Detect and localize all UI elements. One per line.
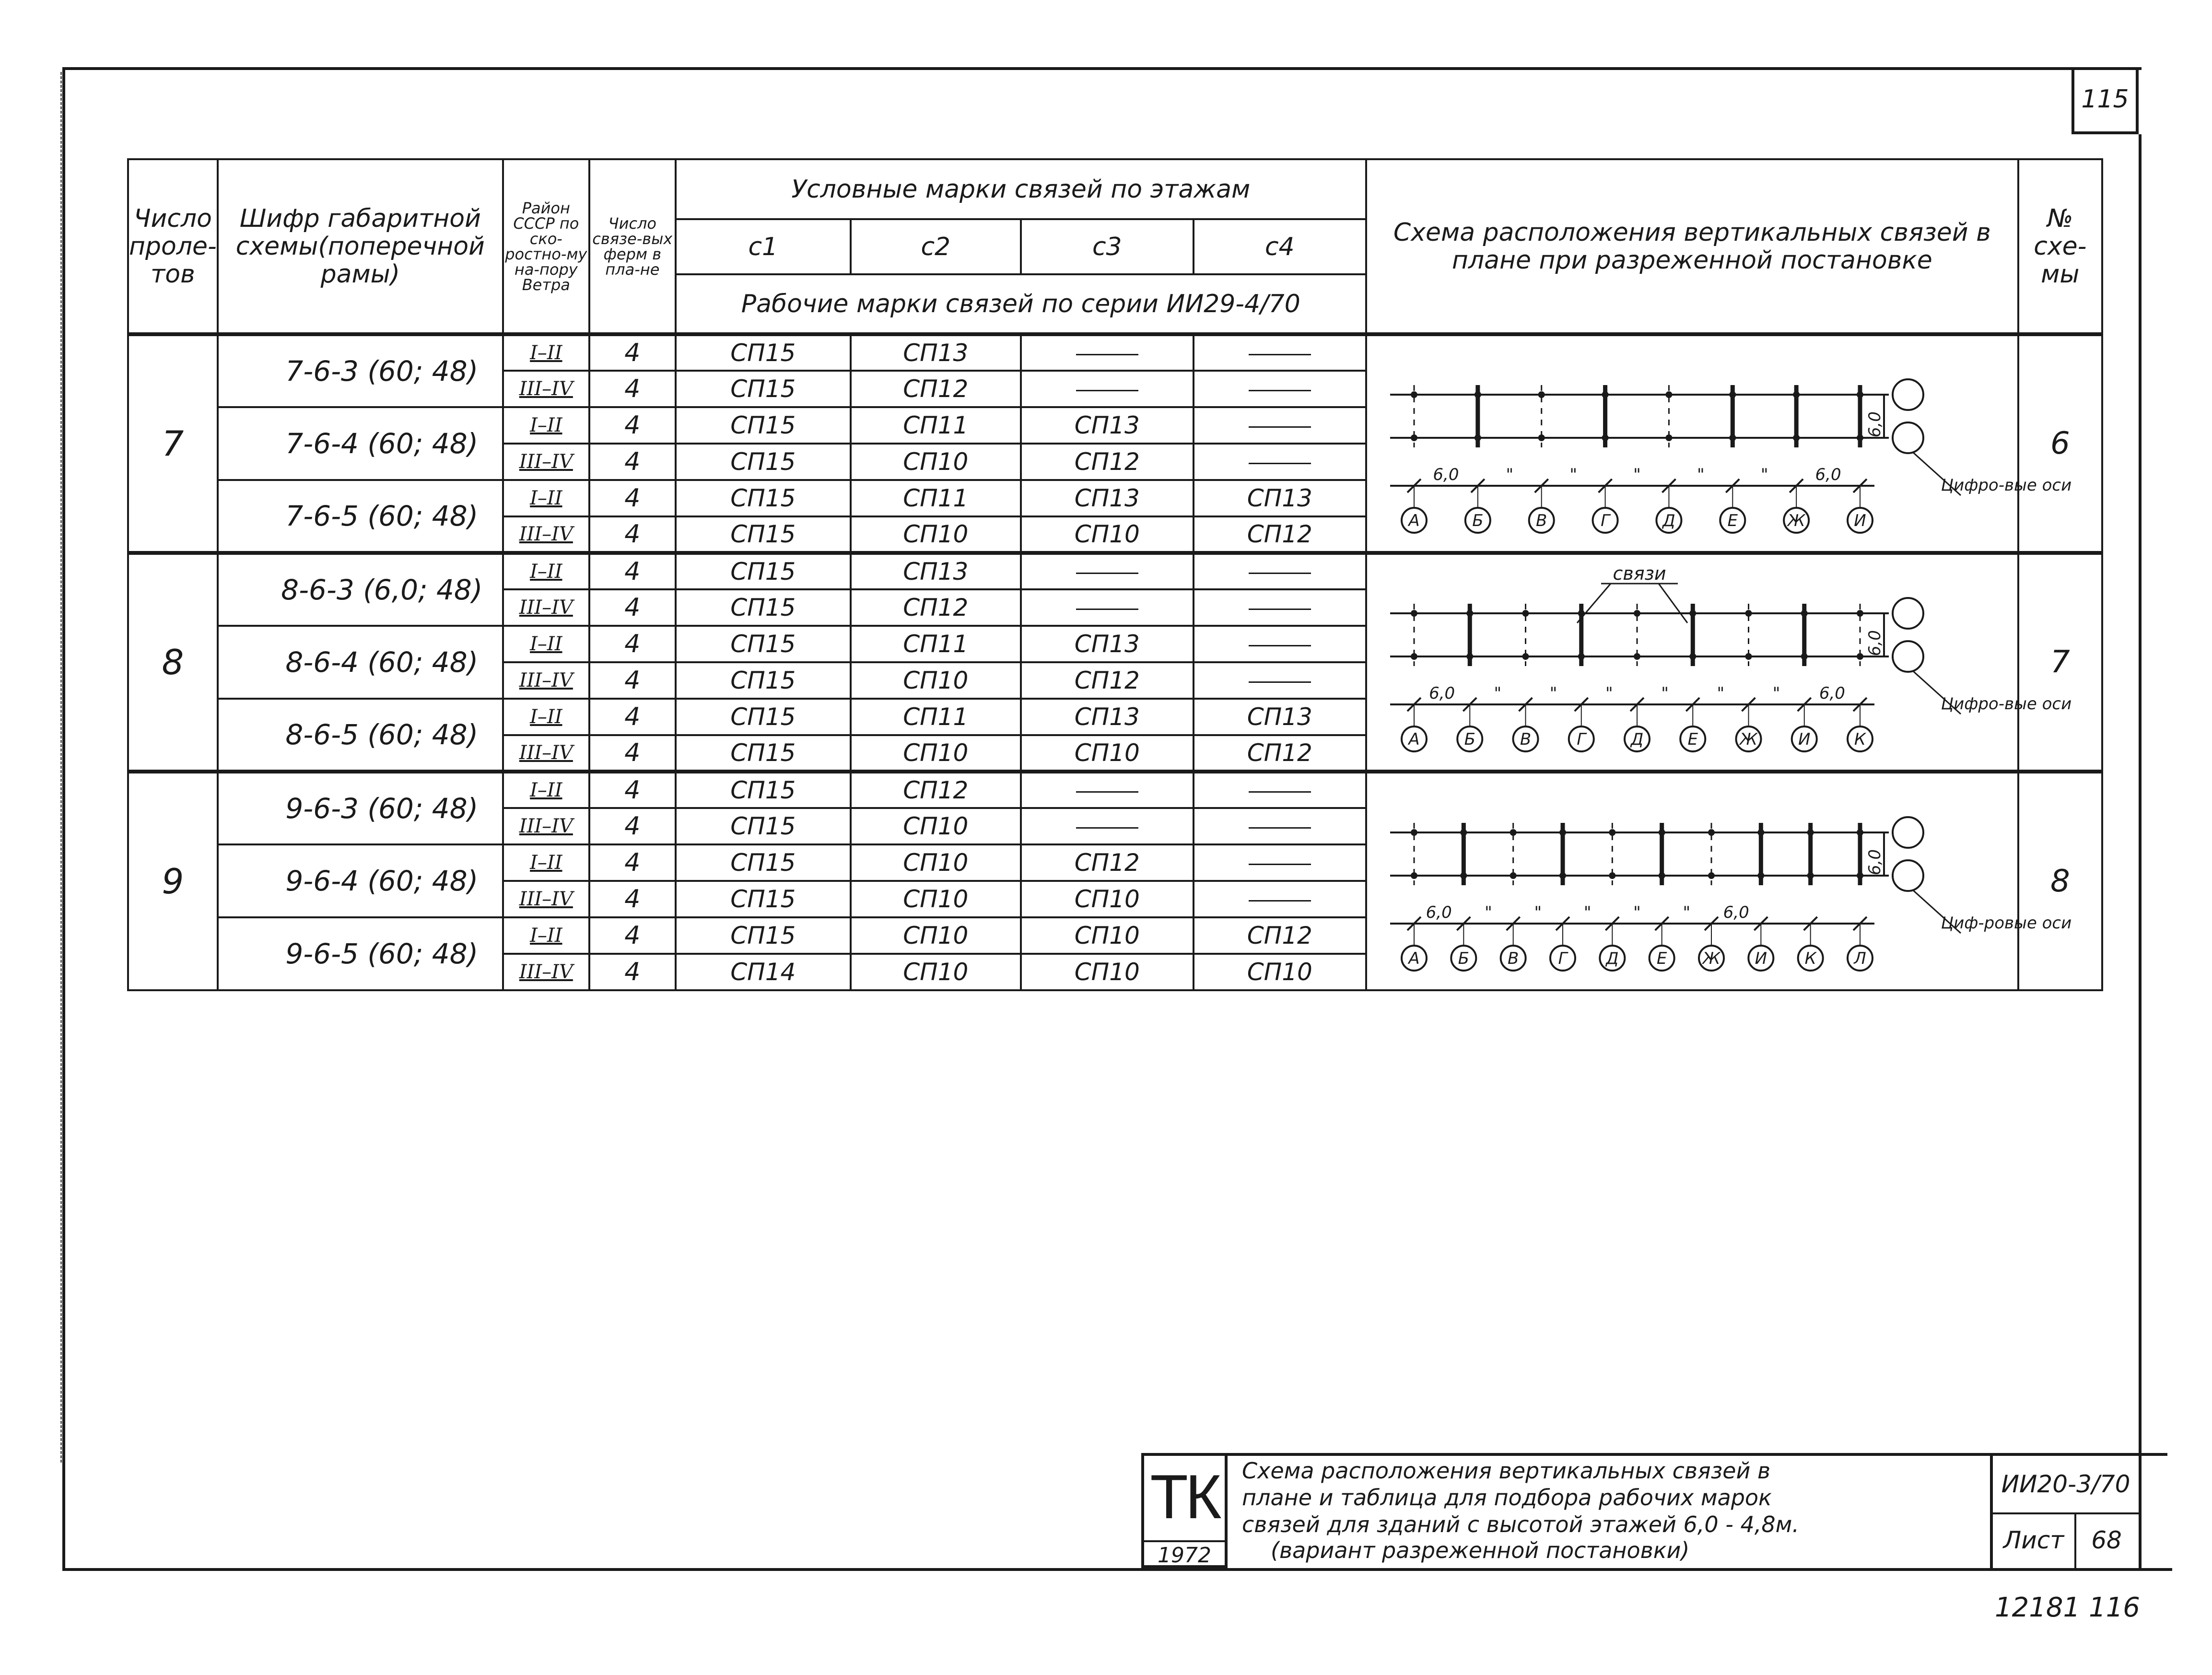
node-dot xyxy=(1665,434,1672,441)
axis-label: Б xyxy=(1472,511,1484,530)
mark-c2-cell: СП10 xyxy=(851,516,1021,553)
node-dot xyxy=(1466,610,1473,617)
mark-c1-cell: СП15 xyxy=(676,589,851,626)
wind-region-cell: I–II xyxy=(503,844,589,881)
node-dot xyxy=(1757,872,1764,879)
mark-c4-cell: СП12 xyxy=(1194,917,1366,954)
node-dot xyxy=(1609,872,1615,879)
empty-dash xyxy=(1249,354,1311,355)
mark-c2-cell: СП12 xyxy=(851,589,1021,626)
mark-c2-cell: СП11 xyxy=(851,626,1021,662)
footer-number: 12181 116 xyxy=(1995,1592,2140,1623)
axis-label: В xyxy=(1535,511,1547,530)
mark-c2-cell: СП11 xyxy=(851,407,1021,444)
mark-c4-cell: СП13 xyxy=(1194,699,1366,735)
mark-c4-cell: СП12 xyxy=(1194,735,1366,772)
frame-code-cell: 7-6-4 (60; 48) xyxy=(218,407,503,480)
truss-count-cell: 4 xyxy=(589,772,676,808)
side-dimension-label: 6,0 xyxy=(1865,849,1884,876)
row-axis-bubble xyxy=(1893,598,1923,629)
truss-count-cell: 4 xyxy=(589,407,676,444)
mark-c3-cell xyxy=(1021,808,1194,844)
header-c4: с4 xyxy=(1194,219,1366,274)
axis-label: И xyxy=(1755,949,1767,968)
truss-count-cell: 4 xyxy=(589,516,676,553)
node-dot xyxy=(1807,829,1814,836)
node-dot xyxy=(1745,610,1752,617)
dimension-label: " xyxy=(1633,465,1641,484)
mark-c4-cell: СП13 xyxy=(1194,480,1366,516)
node-dot xyxy=(1689,653,1696,660)
bracing-plan-diagram xyxy=(1371,556,2072,767)
wind-region-cell: I–II xyxy=(503,772,589,808)
header-working-marks: Рабочие марки связей по серии ИИ29-4/70 xyxy=(676,274,1366,334)
mark-c4-cell xyxy=(1194,881,1366,917)
node-dot xyxy=(1510,829,1516,836)
mark-c4-cell xyxy=(1194,662,1366,699)
axis-label: Г xyxy=(1577,730,1586,749)
mark-c1-cell: СП15 xyxy=(676,407,851,444)
mark-c4-cell xyxy=(1194,808,1366,844)
tk-logo: ТК xyxy=(1150,1462,1219,1532)
spans-cell: 9 xyxy=(128,772,218,990)
row-axis-bubble xyxy=(1893,422,1923,453)
table-row xyxy=(128,772,2102,808)
mark-c1-cell: СП15 xyxy=(676,808,851,844)
truss-count-cell: 4 xyxy=(589,844,676,881)
mark-c3-cell xyxy=(1021,371,1194,407)
truss-count-cell: 4 xyxy=(589,334,676,371)
truss-count-cell: 4 xyxy=(589,444,676,480)
node-dot xyxy=(1857,391,1863,398)
truss-count-cell: 4 xyxy=(589,735,676,772)
axis-label: Г xyxy=(1558,949,1568,968)
mark-c3-cell: СП10 xyxy=(1021,881,1194,917)
node-dot xyxy=(1634,653,1640,660)
empty-dash xyxy=(1249,900,1311,902)
title-block-tk xyxy=(1141,1453,1228,1568)
frame-code-cell: 8-6-4 (60; 48) xyxy=(218,626,503,699)
row-axis-bubble xyxy=(1893,379,1923,410)
header-code: Шифр габаритной схемы(поперечной рамы) xyxy=(218,159,503,334)
numeric-axes-note: Цифро-вые оси xyxy=(1941,476,2072,495)
mark-c4-cell xyxy=(1194,589,1366,626)
mark-c4-cell xyxy=(1194,553,1366,589)
side-dimension-label: 6,0 xyxy=(1865,411,1884,438)
mark-c3-cell xyxy=(1021,553,1194,589)
mark-c3-cell xyxy=(1021,334,1194,371)
mark-c1-cell: СП15 xyxy=(676,699,851,735)
node-dot xyxy=(1658,829,1665,836)
scheme-number-cell: 8 xyxy=(2018,772,2102,990)
mark-c1-cell: СП15 xyxy=(676,917,851,954)
dimension-label: " xyxy=(1583,903,1592,922)
dimension-label: " xyxy=(1633,903,1641,922)
dimension-label: " xyxy=(1484,903,1492,922)
empty-dash xyxy=(1076,609,1138,610)
page-number-top: 115 xyxy=(2072,67,2139,134)
title-block xyxy=(1141,1453,2139,1568)
mark-c3-cell: СП12 xyxy=(1021,662,1194,699)
truss-count-cell: 4 xyxy=(589,626,676,662)
mark-c1-cell: СП15 xyxy=(676,516,851,553)
node-dot xyxy=(1602,434,1608,441)
mark-c2-cell: СП10 xyxy=(851,662,1021,699)
node-dot xyxy=(1609,829,1615,836)
empty-dash xyxy=(1249,827,1311,829)
node-dot xyxy=(1559,872,1566,879)
node-dot xyxy=(1522,610,1529,617)
axis-label: В xyxy=(1520,730,1531,749)
header-spans: Число проле-тов xyxy=(128,159,218,334)
mark-c4-cell xyxy=(1194,844,1366,881)
empty-dash xyxy=(1076,827,1138,829)
mark-c2-cell: СП10 xyxy=(851,844,1021,881)
node-dot xyxy=(1689,610,1696,617)
wind-region-cell: III–IV xyxy=(503,735,589,772)
node-dot xyxy=(1729,434,1736,441)
mark-c1-cell: СП15 xyxy=(676,626,851,662)
node-dot xyxy=(1634,610,1640,617)
mark-c1-cell: СП15 xyxy=(676,881,851,917)
axis-label: И xyxy=(1854,511,1866,530)
dimension-label: " xyxy=(1605,684,1613,703)
mark-c2-cell: СП10 xyxy=(851,881,1021,917)
mark-c3-cell xyxy=(1021,772,1194,808)
wind-region-cell: III–IV xyxy=(503,589,589,626)
mark-c3-cell: СП10 xyxy=(1021,917,1194,954)
axis-label: И xyxy=(1798,730,1811,749)
dimension-label: 6,0 xyxy=(1426,903,1452,922)
wind-region-cell: III–IV xyxy=(503,881,589,917)
node-dot xyxy=(1801,610,1808,617)
empty-dash xyxy=(1249,463,1311,464)
empty-dash xyxy=(1249,864,1311,865)
node-dot xyxy=(1475,434,1481,441)
wind-region-cell: III–IV xyxy=(503,954,589,990)
node-dot xyxy=(1708,829,1715,836)
dimension-label: " xyxy=(1697,465,1705,484)
wind-region-cell: III–IV xyxy=(503,516,589,553)
title-line-2: плане и таблица для подбора рабочих марок xyxy=(1242,1485,1772,1511)
drawing-frame-right xyxy=(2139,134,2142,1568)
wind-region-cell: III–IV xyxy=(503,808,589,844)
dimension-label: 6,0 xyxy=(1819,684,1845,703)
axis-label: Б xyxy=(1464,730,1475,749)
node-dot xyxy=(1857,610,1863,617)
node-dot xyxy=(1578,653,1585,660)
wind-region-cell: I–II xyxy=(503,407,589,444)
node-dot xyxy=(1460,872,1467,879)
node-dot xyxy=(1665,391,1672,398)
mark-c4-cell xyxy=(1194,772,1366,808)
dimension-label: " xyxy=(1549,684,1557,703)
header-region: Район СССР по ско-ростно-му на-пору Ветра xyxy=(503,159,589,334)
truss-count-cell: 4 xyxy=(589,553,676,589)
axis-label: Е xyxy=(1656,949,1667,968)
empty-dash xyxy=(1249,426,1311,428)
mark-c1-cell: СП15 xyxy=(676,772,851,808)
mark-c2-cell: СП10 xyxy=(851,917,1021,954)
node-dot xyxy=(1538,391,1545,398)
truss-count-cell: 4 xyxy=(589,662,676,699)
mark-c4-cell xyxy=(1194,371,1366,407)
node-dot xyxy=(1857,829,1863,836)
dimension-label: 6,0 xyxy=(1433,465,1459,484)
row-axis-bubble xyxy=(1893,860,1923,891)
mark-c3-cell: СП10 xyxy=(1021,735,1194,772)
axis-label: Б xyxy=(1458,949,1469,968)
axis-label: Д xyxy=(1605,949,1619,968)
empty-dash xyxy=(1249,609,1311,610)
mark-c2-cell: СП12 xyxy=(851,772,1021,808)
header-c1: с1 xyxy=(676,219,851,274)
empty-dash xyxy=(1249,681,1311,683)
mark-c4-cell xyxy=(1194,334,1366,371)
wind-region-cell: III–IV xyxy=(503,371,589,407)
truss-count-cell: 4 xyxy=(589,808,676,844)
node-dot xyxy=(1411,610,1417,617)
mark-c2-cell: СП10 xyxy=(851,444,1021,480)
wind-region-cell: III–IV xyxy=(503,662,589,699)
dimension-label: " xyxy=(1717,684,1725,703)
empty-dash xyxy=(1249,791,1311,793)
header-c3: с3 xyxy=(1021,219,1194,274)
axis-label: А xyxy=(1408,730,1420,749)
mark-c3-cell: СП10 xyxy=(1021,516,1194,553)
bracing-label: связи xyxy=(1613,563,1666,584)
frame-code-cell: 9-6-4 (60; 48) xyxy=(218,844,503,917)
frame-code-cell: 9-6-5 (60; 48) xyxy=(218,917,503,990)
truss-count-cell: 4 xyxy=(589,699,676,735)
mark-c1-cell: СП14 xyxy=(676,954,851,990)
header-scheme-no: № схе-мы xyxy=(2018,159,2102,334)
mark-c1-cell: СП15 xyxy=(676,334,851,371)
frame-code-cell: 7-6-5 (60; 48) xyxy=(218,480,503,553)
frame-code-cell: 9-6-3 (60; 48) xyxy=(218,772,503,844)
bracing-table xyxy=(127,158,2103,991)
axis-label: Ж xyxy=(1787,511,1805,530)
header-conditional-marks: Условные марки связей по этажам xyxy=(676,159,1366,219)
axis-label: К xyxy=(1804,949,1816,968)
mark-c3-cell: СП13 xyxy=(1021,626,1194,662)
sheet-number: 68 xyxy=(2091,1526,2122,1554)
node-dot xyxy=(1510,872,1516,879)
frame-code-cell: 8-6-3 (6,0; 48) xyxy=(218,553,503,626)
dimension-label: " xyxy=(1760,465,1768,484)
mark-c4-cell xyxy=(1194,444,1366,480)
sheet-label: Лист xyxy=(1993,1512,2076,1568)
side-dimension-label: 6,0 xyxy=(1865,630,1884,656)
mark-c2-cell: СП11 xyxy=(851,699,1021,735)
title-block-year: 1972 xyxy=(1144,1540,1225,1568)
empty-dash xyxy=(1076,573,1138,574)
truss-count-cell: 4 xyxy=(589,589,676,626)
spans-cell: 7 xyxy=(128,334,218,553)
scheme-number-cell: 7 xyxy=(2018,553,2102,772)
empty-dash xyxy=(1076,791,1138,793)
axis-label: Е xyxy=(1687,730,1698,749)
mark-c3-cell: СП13 xyxy=(1021,480,1194,516)
title-line-3: связей для зданий с высотой этажей 6,0 - 4,8м. xyxy=(1242,1511,1799,1537)
node-dot xyxy=(1745,653,1752,660)
dimension-label: " xyxy=(1494,684,1502,703)
mark-c2-cell: СП13 xyxy=(851,553,1021,589)
wind-region-cell: I–II xyxy=(503,480,589,516)
row-axis-bubble xyxy=(1893,817,1923,848)
empty-dash xyxy=(1076,354,1138,355)
bracing-plan-diagram xyxy=(1371,337,2072,548)
node-dot xyxy=(1857,653,1863,660)
wind-region-cell: I–II xyxy=(503,699,589,735)
table-row xyxy=(128,553,2102,589)
node-dot xyxy=(1411,829,1417,836)
node-dot xyxy=(1460,829,1467,836)
mark-c3-cell: СП12 xyxy=(1021,844,1194,881)
node-dot xyxy=(1602,391,1608,398)
numeric-axes-note: Циф-ровые оси xyxy=(1941,914,2072,933)
mark-c4-cell: СП12 xyxy=(1194,516,1366,553)
dimension-label: " xyxy=(1772,684,1780,703)
wind-region-cell: I–II xyxy=(503,626,589,662)
empty-dash xyxy=(1249,645,1311,646)
mark-c2-cell: СП10 xyxy=(851,808,1021,844)
row-axis-bubble xyxy=(1893,641,1923,672)
dimension-label: " xyxy=(1534,903,1542,922)
wind-region-cell: III–IV xyxy=(503,444,589,480)
scheme-diagram-cell xyxy=(1366,772,2072,990)
mark-c3-cell: СП10 xyxy=(1021,954,1194,990)
empty-dash xyxy=(1249,390,1311,391)
scheme-number-cell: 6 xyxy=(2018,334,2102,553)
axis-label: А xyxy=(1408,949,1420,968)
mark-c3-cell: СП12 xyxy=(1021,444,1194,480)
dimension-label: 6,0 xyxy=(1815,465,1841,484)
mark-c3-cell: СП13 xyxy=(1021,699,1194,735)
node-dot xyxy=(1538,434,1545,441)
mark-c1-cell: СП15 xyxy=(676,844,851,881)
node-dot xyxy=(1411,872,1417,879)
wind-region-cell: I–II xyxy=(503,917,589,954)
mark-c1-cell: СП15 xyxy=(676,371,851,407)
mark-c3-cell xyxy=(1021,589,1194,626)
node-dot xyxy=(1708,872,1715,879)
node-dot xyxy=(1578,610,1585,617)
dimension-label: " xyxy=(1569,465,1577,484)
node-dot xyxy=(1559,829,1566,836)
dimension-label: " xyxy=(1506,465,1513,484)
node-dot xyxy=(1411,391,1417,398)
empty-dash xyxy=(1249,573,1311,574)
node-dot xyxy=(1411,653,1417,660)
node-dot xyxy=(1729,391,1736,398)
bracing-plan-diagram xyxy=(1371,775,2072,986)
title-block-right xyxy=(1990,1453,2139,1568)
mark-c1-cell: СП15 xyxy=(676,444,851,480)
axis-label: Г xyxy=(1600,511,1610,530)
truss-count-cell: 4 xyxy=(589,480,676,516)
truss-count-cell: 4 xyxy=(589,954,676,990)
truss-count-cell: 4 xyxy=(589,371,676,407)
title-line-1: Схема расположения вертикальных связей в xyxy=(1242,1458,1771,1484)
dimension-label: " xyxy=(1683,903,1690,922)
mark-c2-cell: СП10 xyxy=(851,954,1021,990)
axis-label: Е xyxy=(1727,511,1738,530)
node-dot xyxy=(1807,872,1814,879)
frame-code-cell: 7-6-3 (60; 48) xyxy=(218,334,503,407)
mark-c4-cell xyxy=(1194,407,1366,444)
dimension-label: " xyxy=(1661,684,1669,703)
axis-label: Д xyxy=(1662,511,1675,530)
spans-cell: 8 xyxy=(128,553,218,772)
table-row xyxy=(128,334,2102,371)
axis-label: А xyxy=(1408,511,1420,530)
dimension-label: 6,0 xyxy=(1428,684,1455,703)
mark-c1-cell: СП15 xyxy=(676,662,851,699)
mark-c2-cell: СП10 xyxy=(851,735,1021,772)
node-dot xyxy=(1522,653,1529,660)
wind-region-cell: I–II xyxy=(503,553,589,589)
mark-c4-cell: СП10 xyxy=(1194,954,1366,990)
node-dot xyxy=(1475,391,1481,398)
node-dot xyxy=(1801,653,1808,660)
header-scheme: Схема расположения вертикальных связей в плане при разреженной постановке xyxy=(1366,159,2018,334)
node-dot xyxy=(1466,653,1473,660)
dimension-label: 6,0 xyxy=(1723,903,1749,922)
mark-c3-cell: СП13 xyxy=(1021,407,1194,444)
truss-count-cell: 4 xyxy=(589,917,676,954)
numeric-axes-note: Цифро-вые оси xyxy=(1941,694,2072,714)
axis-label: К xyxy=(1854,730,1866,749)
node-dot xyxy=(1411,434,1417,441)
header-count: Число связе-вых ферм в пла-не xyxy=(589,159,676,334)
scheme-diagram-cell xyxy=(1366,553,2072,772)
node-dot xyxy=(1793,434,1800,441)
node-dot xyxy=(1857,872,1863,879)
header-c2: с2 xyxy=(851,219,1021,274)
node-dot xyxy=(1658,872,1665,879)
mark-c4-cell xyxy=(1194,626,1366,662)
series-code: ИИ20-3/70 xyxy=(1993,1456,2139,1514)
title-line-4: (вариант разреженной постановки) xyxy=(1271,1537,1690,1563)
frame-code-cell: 8-6-5 (60; 48) xyxy=(218,699,503,772)
axis-label: Ж xyxy=(1702,949,1720,968)
node-dot xyxy=(1793,391,1800,398)
scheme-diagram-cell xyxy=(1366,334,2072,553)
mark-c2-cell: СП13 xyxy=(851,334,1021,371)
mark-c2-cell: СП11 xyxy=(851,480,1021,516)
mark-c1-cell: СП15 xyxy=(676,735,851,772)
truss-count-cell: 4 xyxy=(589,881,676,917)
axis-label: Д xyxy=(1630,730,1644,749)
axis-label: Ж xyxy=(1740,730,1757,749)
mark-c2-cell: СП12 xyxy=(851,371,1021,407)
empty-dash xyxy=(1076,390,1138,391)
axis-label: Л xyxy=(1854,949,1866,968)
node-dot xyxy=(1757,829,1764,836)
mark-c1-cell: СП15 xyxy=(676,553,851,589)
mark-c1-cell: СП15 xyxy=(676,480,851,516)
wind-region-cell: I–II xyxy=(503,334,589,371)
axis-label: В xyxy=(1507,949,1519,968)
node-dot xyxy=(1857,434,1863,441)
